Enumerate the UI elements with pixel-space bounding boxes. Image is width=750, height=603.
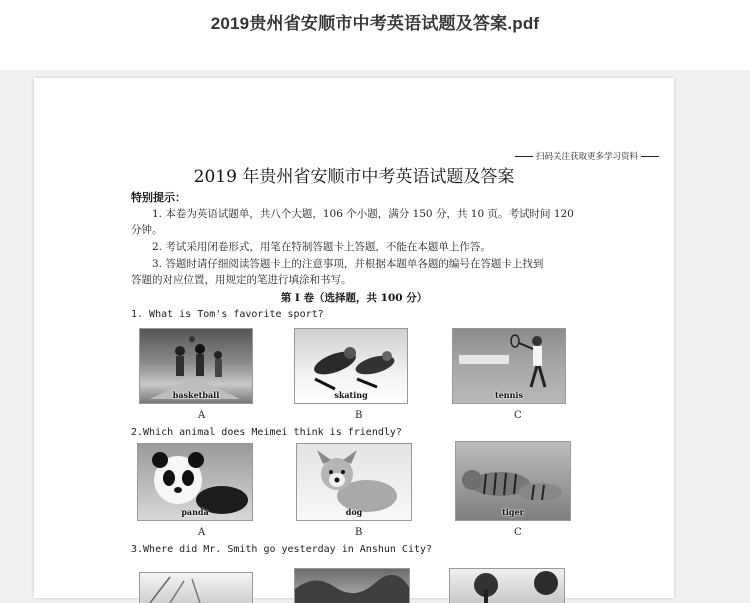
- caption-skating: skating: [334, 390, 368, 400]
- notice-item-1-cont: 分钟。: [131, 224, 163, 236]
- place-b-illustration: [295, 569, 409, 603]
- caption-tiger: tiger: [502, 507, 524, 517]
- skating-image: [294, 328, 408, 404]
- tiger-image: [455, 441, 571, 521]
- place-image-c: [449, 568, 565, 603]
- place-a-illustration: [140, 573, 252, 603]
- option-1c: C: [514, 410, 522, 421]
- caption-basketball: basketball: [172, 390, 220, 400]
- question-1: 1. What is Tom's favorite sport?: [131, 309, 324, 320]
- document-page: [34, 78, 674, 598]
- option-2c: C: [514, 527, 522, 538]
- place-c-illustration: [450, 569, 564, 603]
- scan-note-line-left: [515, 156, 533, 157]
- notice-item-1: 1. 本卷为英语试题单，共八个大题，106 个小题，满分 150 分，共 10 页。考试时间 120: [152, 208, 574, 220]
- option-1a: A: [198, 410, 206, 421]
- option-2b: B: [355, 527, 363, 538]
- document-title: 2019 年贵州省安顺市中考英语试题及答案: [193, 167, 515, 187]
- scan-note-text: 扫码关注获取更多学习资料: [536, 152, 639, 162]
- option-2a: A: [198, 527, 206, 538]
- scan-note: [512, 150, 662, 162]
- place-image-a: [139, 572, 253, 603]
- caption-dog: dog: [345, 507, 363, 517]
- caption-tennis: tennis: [495, 390, 523, 400]
- file-title: 2019贵州省安顺市中考英语试题及答案.pdf: [210, 14, 540, 33]
- notice-heading: 特别提示：: [131, 191, 186, 204]
- section-title: 第 I 卷（选择题，共 100 分）: [280, 292, 428, 304]
- question-2: 2.Which animal does Meimei think is friendly?: [131, 427, 402, 438]
- viewer-topbar: [0, 0, 750, 70]
- tennis-image: [452, 328, 566, 404]
- question-3: 3.Where did Mr. Smith go yesterday in Anshun City?: [131, 544, 433, 555]
- option-1b: B: [355, 410, 363, 421]
- place-image-b: [294, 568, 410, 603]
- notice-item-3-cont: 答题的对应位置，用规定的笔进行填涂和书写。: [131, 274, 352, 286]
- caption-panda: panda: [181, 507, 209, 517]
- panda-image: [137, 443, 253, 521]
- basketball-image: [139, 328, 253, 404]
- notice-item-3: 3. 答题时请仔细阅读答题卡上的注意事项，并根据本题单各题的编号在答题卡上找到: [152, 258, 544, 270]
- notice-item-2: 2. 考试采用闭卷形式，用笔在特制答题卡上答题，不能在本题单上作答。: [152, 241, 491, 253]
- dog-image: [296, 443, 412, 521]
- scan-note-line-right: [641, 156, 659, 157]
